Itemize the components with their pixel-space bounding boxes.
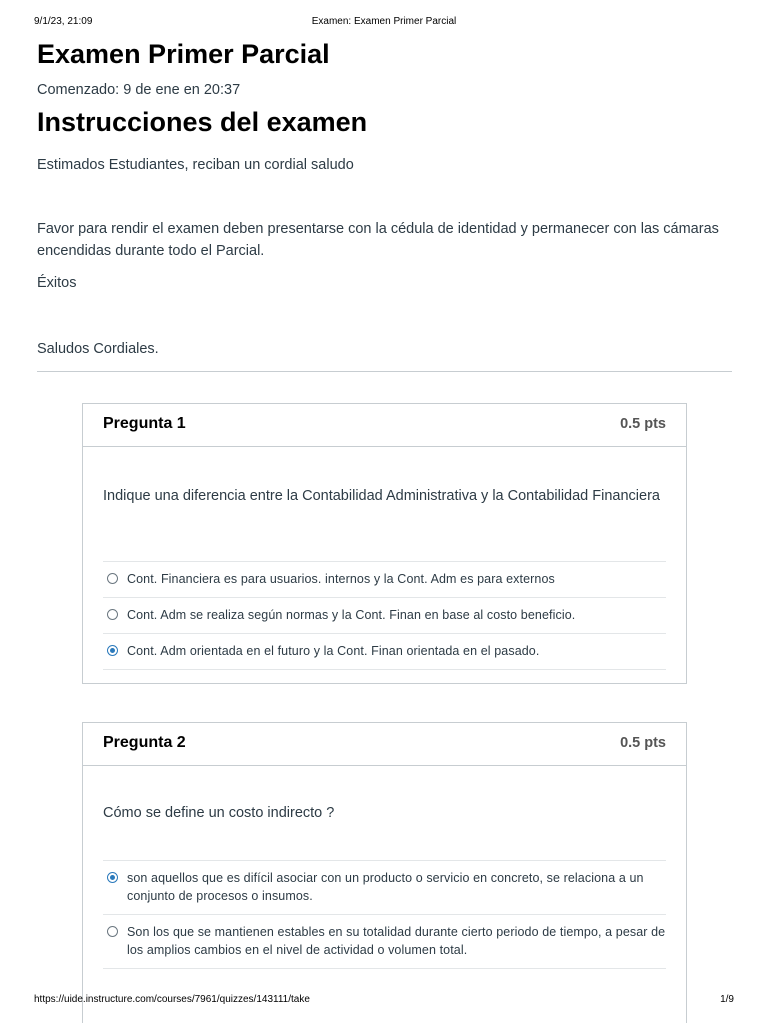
print-header (34, 16, 734, 30)
question-card-1 (82, 403, 687, 684)
answer-label: Son los que se mantienen estables en su totalidad durante cierto periodo de tiempo, a pesar de los amplios cambios en el nivel de actividad o volumen total. (127, 925, 666, 957)
question-title: Pregunta 1 (103, 415, 186, 432)
instructions-heading: Instrucciones del examen (37, 107, 368, 137)
question-header (83, 723, 686, 766)
question-text: Indique una diferencia entre la Contabilidad Administrativa y la Contabilidad Financiera (103, 488, 660, 504)
answer-list (103, 561, 666, 670)
question-header (83, 404, 686, 447)
question-points: 0.5 pts (620, 416, 666, 432)
print-date: 9/1/23, 21:09 (34, 16, 93, 27)
answer-option[interactable] (103, 598, 666, 634)
answer-option[interactable] (103, 634, 666, 670)
radio-button[interactable] (107, 609, 118, 620)
answer-label: Cont. Adm orientada en el futuro y la Cont. Finan orientada en el pasado. (127, 644, 540, 658)
instructions-paragraph: Favor para rendir el examen deben presentarse con la cédula de identidad y permanecer con las cámaras encendidas durante todo el Parcial. (37, 221, 719, 259)
radio-button-selected[interactable] (107, 872, 118, 883)
instructions-paragraph: Estimados Estudiantes, reciban un cordial saludo (37, 157, 354, 173)
answer-label: Cont. Adm se realiza según normas y la Cont. Finan en base al costo beneficio. (127, 608, 576, 622)
print-document-title: Examen: Examen Primer Parcial (311, 16, 457, 27)
print-footer (34, 994, 734, 1008)
page-number: 1/9 (720, 994, 734, 1005)
radio-button[interactable] (107, 926, 118, 937)
question-card-2 (82, 722, 687, 1023)
question-title: Pregunta 2 (103, 734, 186, 751)
answer-option[interactable] (103, 915, 666, 969)
radio-button[interactable] (107, 573, 118, 584)
answer-option[interactable] (103, 861, 666, 915)
question-text: Cómo se define un costo indirecto ? (103, 805, 335, 821)
instructions-body (37, 154, 732, 360)
page-title: Examen Primer Parcial (37, 39, 330, 69)
quiz-content (37, 38, 732, 380)
instructions-paragraph: Saludos Cordiales. (37, 341, 159, 357)
answer-list (103, 860, 666, 969)
started-timestamp: Comenzado: 9 de ene en 20:37 (37, 82, 241, 98)
answer-label: Cont. Financiera es para usuarios. internos y la Cont. Adm es para externos (127, 572, 555, 586)
question-points: 0.5 pts (620, 735, 666, 751)
answer-option[interactable] (103, 562, 666, 598)
answer-label: son aquellos que es difícil asociar con un producto o servicio en concreto, se relaciona a un conjunto de procesos o insumos. (127, 871, 644, 903)
divider (37, 371, 732, 372)
page-url: https://uide.instructure.com/courses/7961/quizzes/143111/take (34, 994, 310, 1005)
instructions-paragraph: Éxitos (37, 275, 77, 291)
radio-button-selected[interactable] (107, 645, 118, 656)
